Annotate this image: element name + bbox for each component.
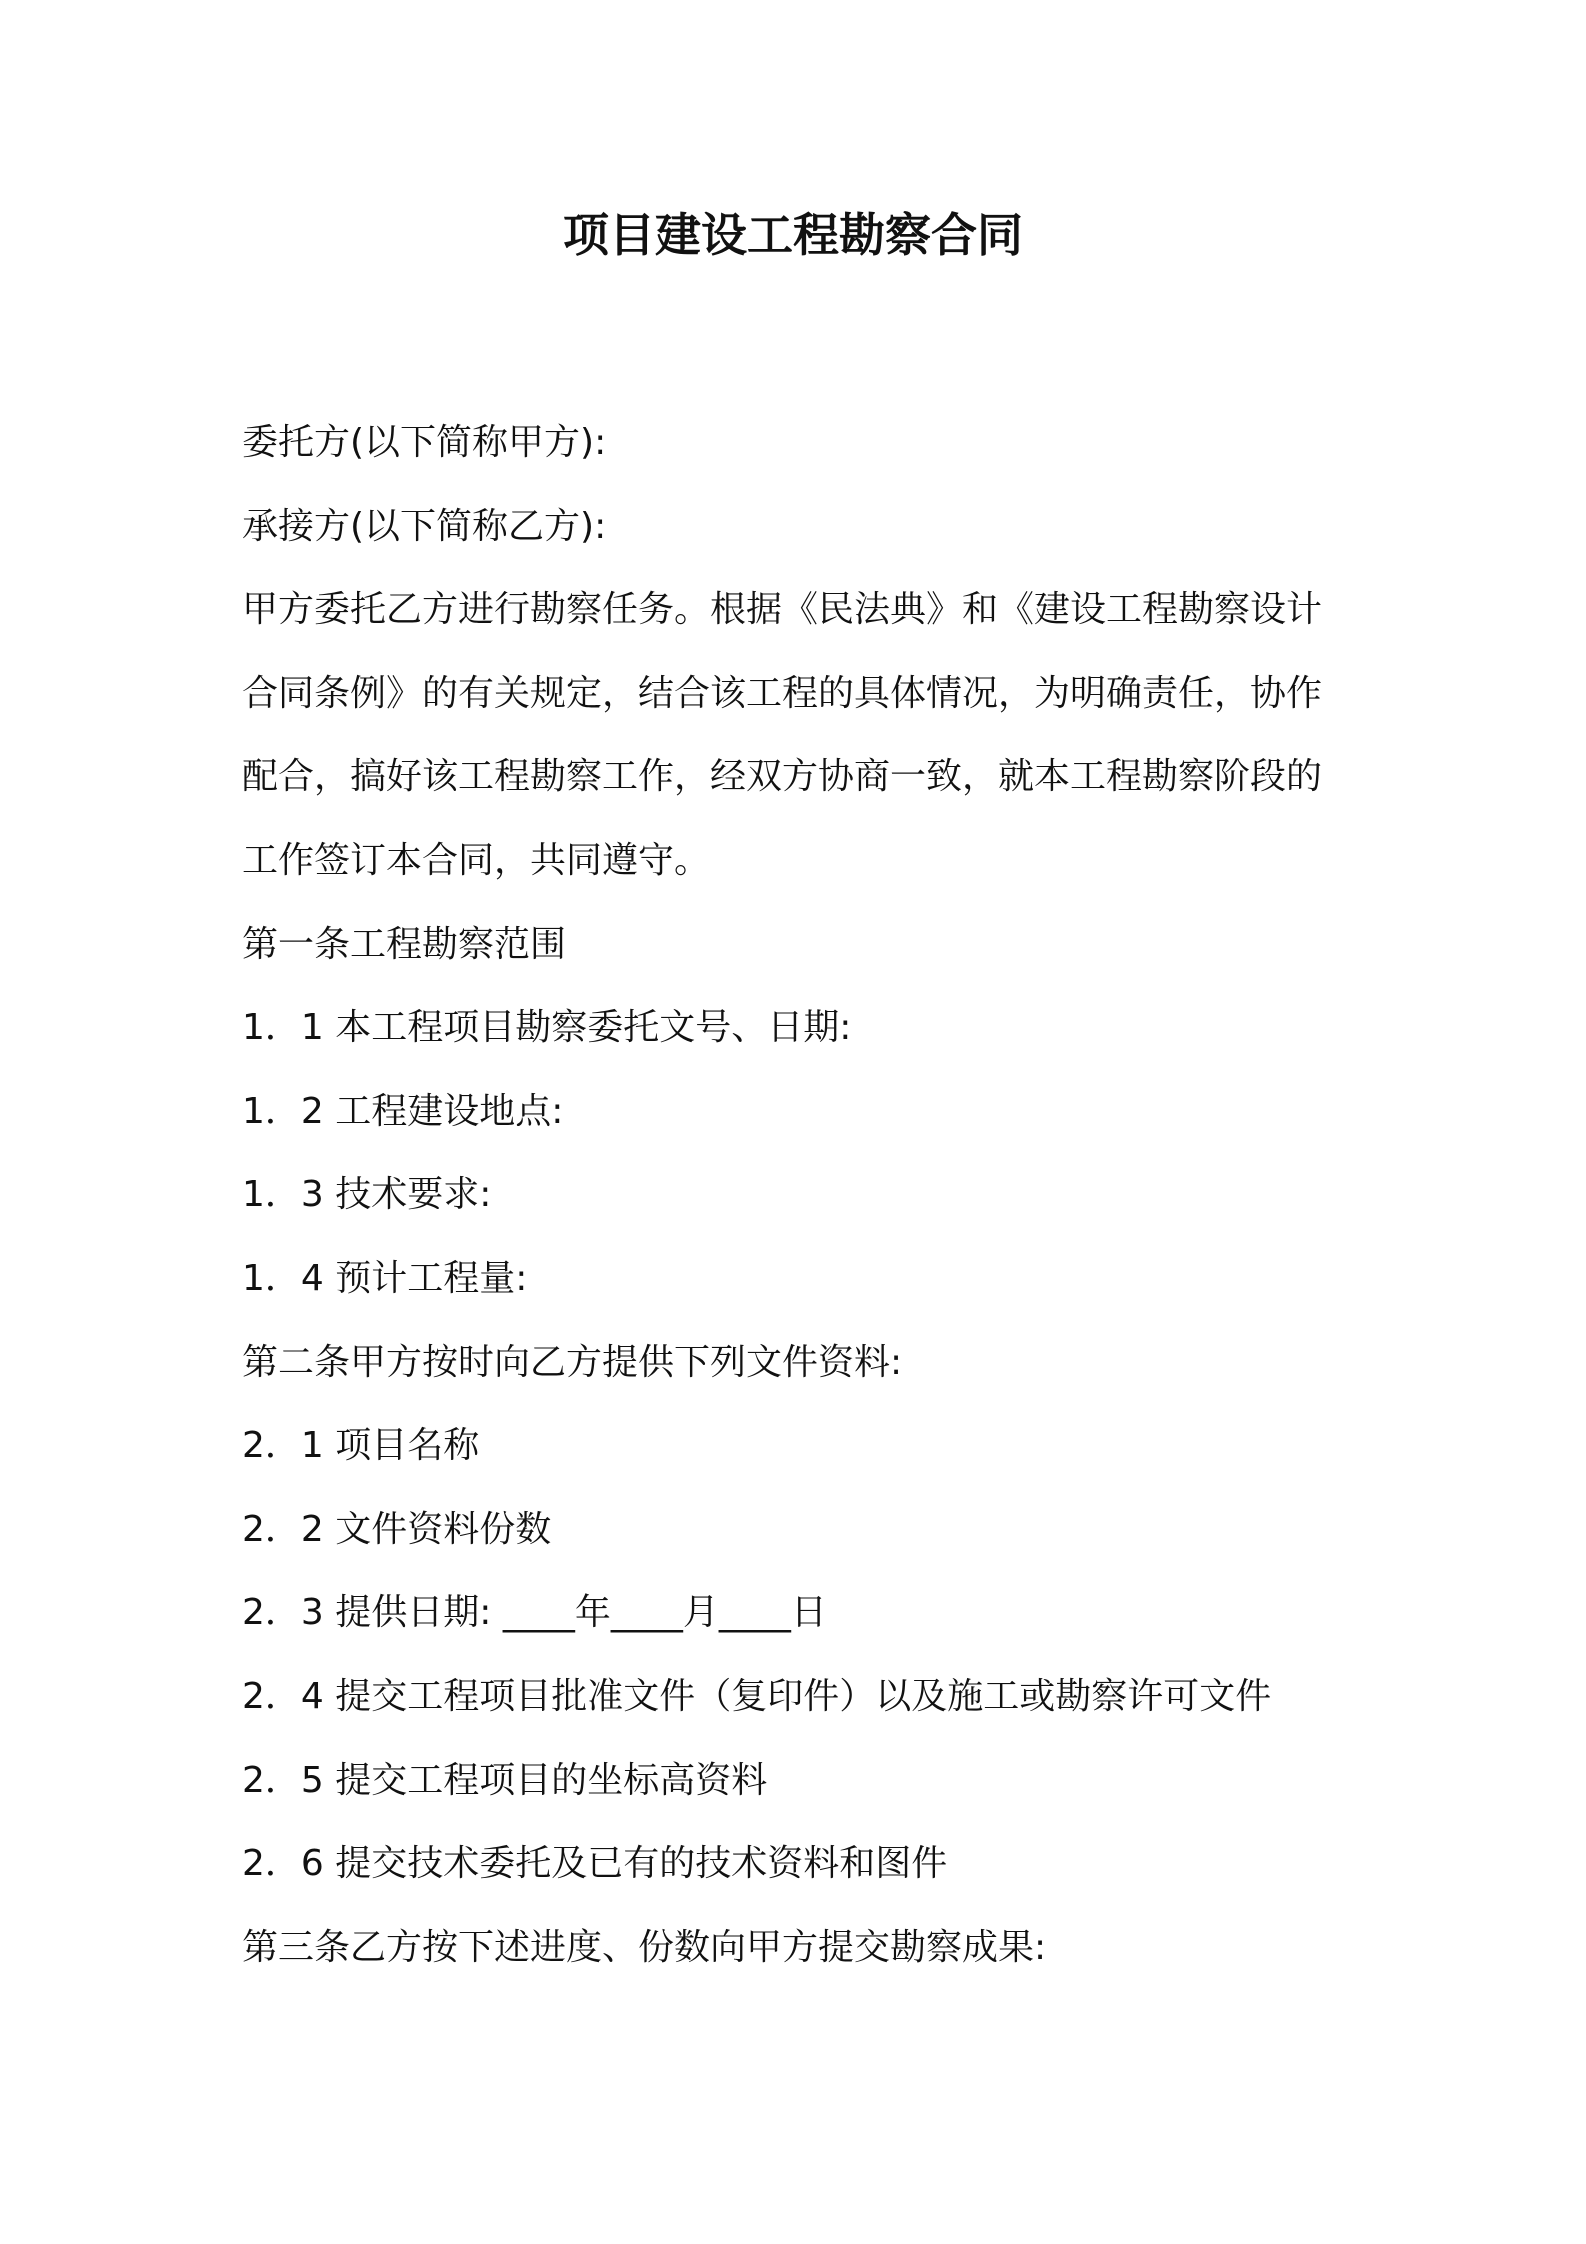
clause-2-3: 2．3 提供日期: ____年____月____日: [242, 1592, 827, 1634]
document-title: 项目建设工程勘察合同: [563, 208, 1023, 262]
intro-paragraph-line-3: 配合，搞好该工程勘察工作，经双方协商一致，就本工程勘察阶段的: [242, 756, 1323, 798]
clause-2-5: 2．5 提交工程项目的坐标高资料: [242, 1759, 768, 1801]
intro-paragraph-line-4: 工作签订本合同，共同遵守。: [242, 839, 711, 881]
clause-2-2: 2．2 文件资料份数: [242, 1508, 552, 1550]
clause-1-3: 1．3 技术要求:: [242, 1174, 492, 1216]
clause-1-4: 1．4 预计工程量:: [242, 1257, 528, 1299]
clause-1-1: 1．1 本工程项目勘察委托文号、日期:: [242, 1007, 852, 1049]
clause-2-1: 2．1 项目名称: [242, 1425, 480, 1467]
document-body: [242, 410, 1382, 1998]
article-1-heading: 第一条工程勘察范围: [242, 923, 567, 965]
article-3-heading: 第三条乙方按下述进度、份数向甲方提交勘察成果:: [242, 1926, 1047, 1968]
party-b-line: 承接方(以下简称乙方):: [242, 505, 607, 547]
clause-2-4: 2．4 提交工程项目批准文件（复印件）以及施工或勘察许可文件: [242, 1675, 1272, 1717]
intro-paragraph-line-1: 甲方委托乙方进行勘察任务。根据《民法典》和《建设工程勘察设计: [242, 589, 1323, 631]
article-2-heading: 第二条甲方按时向乙方提供下列文件资料:: [242, 1341, 903, 1383]
clause-2-6: 2．6 提交技术委托及已有的技术资料和图件: [242, 1843, 948, 1885]
intro-paragraph-line-2: 合同条例》的有关规定，结合该工程的具体情况，为明确责任，协作: [242, 672, 1323, 714]
clause-1-2: 1．2 工程建设地点:: [242, 1090, 564, 1132]
party-a-line: 委托方(以下简称甲方):: [242, 422, 607, 463]
